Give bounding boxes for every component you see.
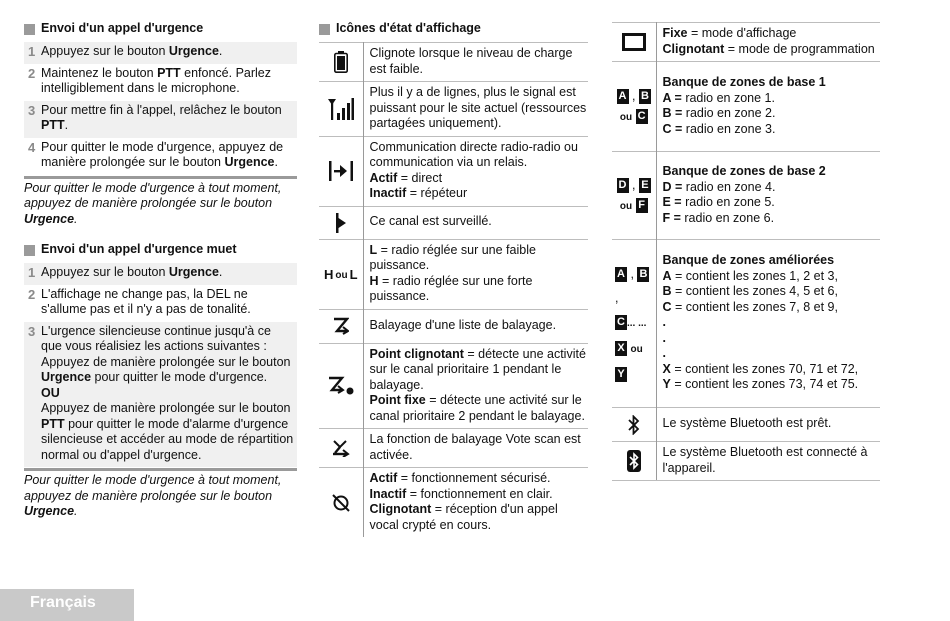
signal-strength-icon xyxy=(328,98,354,120)
table-row: Le système Bluetooth est connecté à l'appareil. xyxy=(612,442,880,481)
list-item: 3 L'urgence silencieuse continue jusqu'à ce que vous réalisiez les actions suivantes : Appuyez de manière prolongée sur le bouton Urgence pour quitter le mode d'urgence. OU Appuyez de manière prolongée sur le bouton PTT pour quitter le mode d'alarme d'urgence silencieuse et accéder au mode de répartition normal ou d'appel d'urgence. xyxy=(24,322,297,468)
table-row: La fonction de balayage Vote scan est activée. xyxy=(319,429,588,468)
section-title-silent-emergency: Envoi d'un appel d'urgence muet xyxy=(24,239,297,261)
list-item: 4 Pour quitter le mode d'urgence, appuyez de manière prolongée sur le bouton Urgence. xyxy=(28,139,284,169)
list-item: 2 L'affichage ne change pas, la DEL ne s'allume pas et il n'y a pas de tonalité. xyxy=(28,286,251,316)
list-item: 1 Appuyez sur le bouton Urgence. xyxy=(24,42,297,64)
priority-scan-icon xyxy=(328,376,354,396)
monitor-icon xyxy=(334,213,348,233)
talkaround-icon xyxy=(329,160,353,182)
emergency-call-steps xyxy=(24,42,297,175)
vote-scan-icon xyxy=(332,439,350,457)
table-row: Clignote lorsque le niveau de charge est faible. xyxy=(319,43,588,82)
language-tab: Français xyxy=(0,589,134,621)
power-level-icon: H ou L xyxy=(323,266,358,282)
table-row: Plus il y a de lignes, plus le signal est puissant pour le site actuel (ressources partagées uniquement). xyxy=(319,82,588,137)
list-item: 2 Maintenez le bouton PTT enfoncé. Parlez intelligiblement dans le microphone. xyxy=(28,65,272,95)
bluetooth-icon xyxy=(628,415,640,435)
section-title-emergency-call: Envoi d'un appel d'urgence xyxy=(24,18,297,40)
section-marker-icon xyxy=(319,24,330,35)
section-title-status-icons: Icônes d'état d'affichage xyxy=(319,18,588,40)
status-icons-table xyxy=(319,42,588,537)
table-row: Actif = fonctionnement sécurisé. Inactif = fonctionnement en clair. Clignotant = réception d'un appel vocal crypté en cours. xyxy=(319,468,588,538)
zone-icons-table xyxy=(612,22,880,481)
zone-icons-column xyxy=(612,22,880,481)
list-item: 1 Appuyez sur le bouton Urgence. xyxy=(24,263,297,285)
table-row: A , B ou C Banque de zones de base 1 A = radio en zone 1. B = radio en zone 2. C = radio en zone 3. xyxy=(612,62,880,152)
table-row: Communication directe radio-radio ou communication via un relais. Actif = direct Inactif = répéteur xyxy=(319,136,588,206)
table-row: D , E ou F Banque de zones de base 2 D = radio en zone 4. E = radio en zone 5. F = radio en zone 6. xyxy=(612,152,880,240)
zone-bank-2-icon: D , E ou F xyxy=(612,175,656,217)
table-row: Ce canal est surveillé. xyxy=(319,206,588,239)
bluetooth-connected-icon xyxy=(627,450,641,472)
zone-bank-1-icon: A , B ou C xyxy=(612,86,656,128)
note-text: Pour quitter le mode d'urgence à tout moment, appuyez de manière prolongée sur le bouton Urgence. xyxy=(24,473,282,518)
display-mode-icon xyxy=(622,33,646,51)
section-marker-icon xyxy=(24,24,35,35)
status-icons-column xyxy=(319,18,588,537)
table-row: Balayage d'une liste de balayage. xyxy=(319,309,588,343)
emergency-instructions-column xyxy=(24,18,297,520)
table-row: Point clignotant = détecte une activité sur le canal prioritaire 1 pendant le balayage. Point fixe = détecte une activité sur le canal prioritaire 2 pendant le balayage. xyxy=(319,343,588,429)
table-row: Le système Bluetooth est prêt. xyxy=(612,408,880,442)
silent-emergency-steps xyxy=(24,263,297,467)
enhanced-zone-bank-icon: A , B , C ... ... X ou Y xyxy=(612,262,656,386)
section-marker-icon xyxy=(24,245,35,256)
table-row: A , B , C ... ... X ou Y Banque de zones améliorées A = contient les zones 1, 2 et 3, B = contient les zones 4, 5 et 6, C = contient les zones 7, 8 et 9, . . . X = contient les zones 70, 71 et 72, Y = contient les zones 73, 74 et 75. xyxy=(612,240,880,408)
secure-icon xyxy=(332,494,350,512)
note-text: Pour quitter le mode d'urgence à tout moment, appuyez de manière prolongée sur le bouton Urgence. xyxy=(24,180,282,226)
table-row: Fixe = mode d'affichage Clignotant = mode de programmation xyxy=(612,23,880,62)
table-row: H ou L L = radio réglée sur une faible puissance. H = radio réglée sur une forte puissance. xyxy=(319,239,588,309)
scan-icon xyxy=(333,317,349,335)
battery-icon xyxy=(334,51,348,73)
list-item: 3 Pour mettre fin à l'appel, relâchez le bouton PTT. xyxy=(24,101,297,138)
